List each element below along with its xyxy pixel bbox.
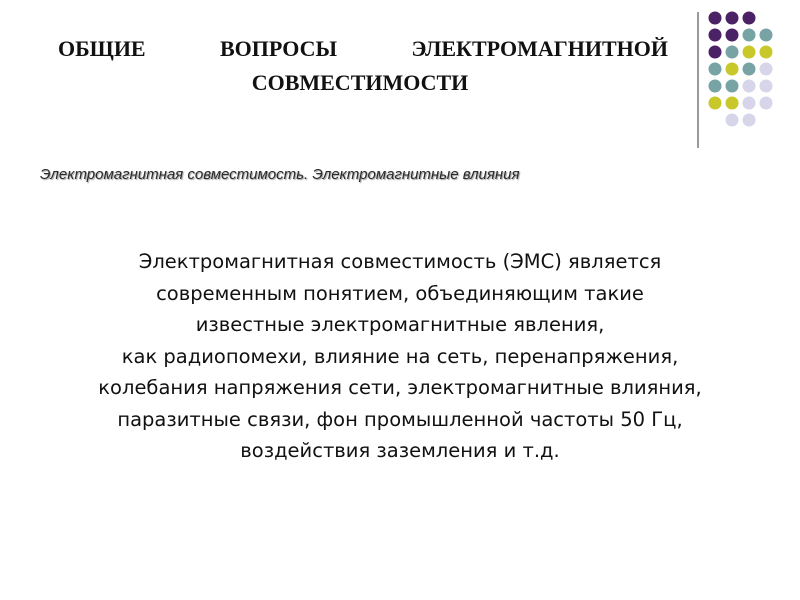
decorative-dot xyxy=(726,29,739,42)
decorative-dot xyxy=(709,80,722,93)
decorative-dot xyxy=(726,46,739,59)
decorative-dot xyxy=(760,97,773,110)
decorative-dot xyxy=(743,46,756,59)
decorative-dot-grid xyxy=(706,10,786,130)
body-line: паразитные связи, фон промышленной частоты 50 Гц, xyxy=(117,407,683,431)
decorative-dot xyxy=(709,46,722,59)
decorative-dot xyxy=(743,114,756,127)
decorative-dot xyxy=(726,114,739,127)
body-line: воздействия заземления и т.д. xyxy=(240,439,560,462)
decorative-dot xyxy=(760,80,773,93)
decorative-dot xyxy=(743,29,756,42)
decorative-dot xyxy=(709,12,722,25)
decorative-dot xyxy=(726,63,739,76)
decorative-dot xyxy=(760,63,773,76)
decorative-dot xyxy=(743,63,756,76)
body-line: Электромагнитная совместимость (ЭМС) является xyxy=(138,250,662,273)
decorative-dot xyxy=(743,12,756,25)
decorative-dot xyxy=(743,97,756,110)
divider-line xyxy=(697,12,699,148)
decorative-dot xyxy=(743,80,756,93)
decorative-dot xyxy=(709,29,722,42)
title-word-1: ОБЩИЕ xyxy=(58,36,146,61)
decorative-dot xyxy=(760,29,773,42)
body-line: колебания напряжения сети, электромагнитные влияния, xyxy=(98,376,702,399)
body-line: как радиопомехи, влияние на сеть, перенапряжения, xyxy=(121,344,679,368)
title-line-1 xyxy=(40,32,680,66)
title-line-2: СОВМЕСТИМОСТИ xyxy=(251,70,469,95)
decorative-dot xyxy=(726,12,739,25)
decorative-dot xyxy=(726,80,739,93)
decorative-dot xyxy=(709,63,722,76)
decorative-dot xyxy=(709,97,722,110)
body-paragraph xyxy=(30,246,770,467)
body-line: известные электромагнитные явления, xyxy=(195,313,605,336)
title-word-2: ВОПРОСЫ xyxy=(219,36,338,61)
decorative-dot xyxy=(760,46,773,59)
body-line: современным понятием, объединяющим такие xyxy=(156,281,644,305)
slide-title xyxy=(40,32,680,100)
title-word-3: ЭЛЕКТРОМАГНИТНОЙ xyxy=(411,36,668,61)
slide-subtitle: Электромагнитная совместимость. Электромагнитные влияния xyxy=(40,166,520,183)
decorative-dot xyxy=(726,97,739,110)
